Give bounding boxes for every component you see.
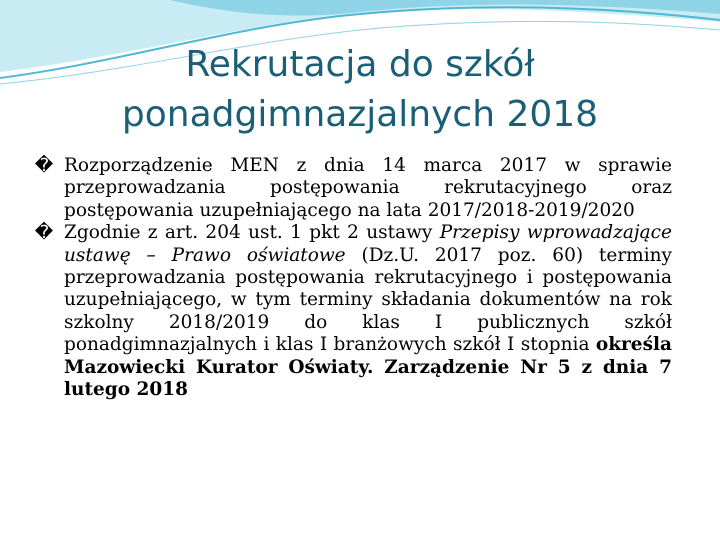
paragraph-deadlines [30,222,672,401]
paragraph-regulation [30,155,672,222]
paragraph-deadlines-text-2: (Dz.U. 2017 poz. 60) terminy przeprowadzania postępowania rekrutacyjnego i postępowania uzupełniającego, w tym terminy składania dokumentów na rok szkolny 2018/2019 do klas I publicznych szkół ponadgimnazjalnych i klas I branżowych szkół I stopnia [64,244,672,356]
title-line-1: Rekrutacja do szkół [185,44,535,85]
bullet-icon: � [34,222,54,244]
slide-body [30,155,672,401]
paragraph-regulation-text: Rozporządzenie MEN z dnia 14 marca 2017 w sprawie przeprowadzania postępowania rekrutacyjnego oraz postępowania uzupełniającego na lata 2017/2018-2019/2020 [64,155,672,221]
paragraph-deadlines-text-1: Zgodnie z art. 204 ust. 1 pkt 2 ustawy [64,222,440,244]
slide-title [0,40,720,140]
bullet-icon: � [34,155,54,176]
curator-order-bold: określa Mazowiecki Kurator Oświaty. Zarządzenie Nr 5 z dnia 7 lutego 2018 [64,334,672,401]
act-title-italic: Przepisy wprowadzające ustawę – Prawo oświatowe [64,222,672,266]
title-line-2: ponadgimnazjalnych 2018 [121,94,599,135]
